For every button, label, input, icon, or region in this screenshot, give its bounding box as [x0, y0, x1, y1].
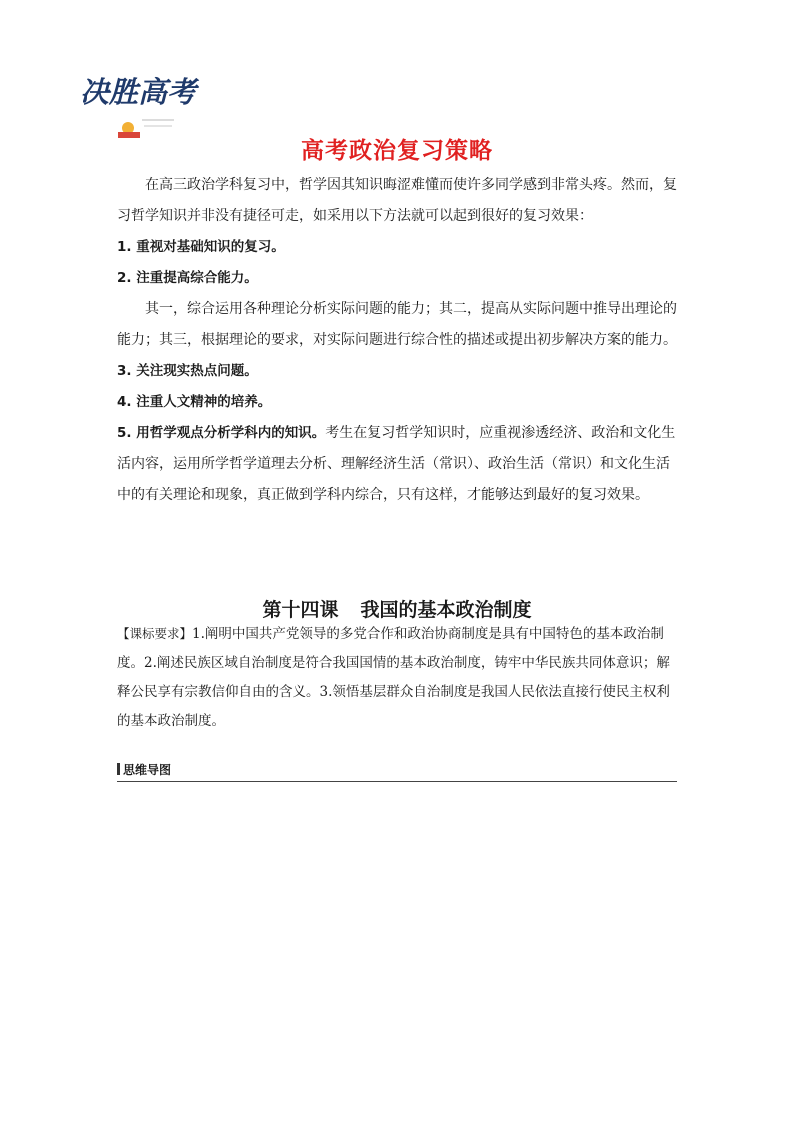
- requirements-tag: 【课标要求】: [117, 626, 193, 641]
- point-2-detail: 其一，综合运用各种理论分析实际问题的能力；其二，提高从实际问题中推导出理论的能力；其三，根据理论的要求，对实际问题进行综合性的描述或提出初步解决方案的能力。: [117, 301, 677, 348]
- article-body: [117, 170, 677, 511]
- mindmap-label: 思维导图: [123, 763, 172, 777]
- point-5-title: 5. 用哲学观点分析学科内的知识。: [117, 425, 326, 441]
- logo-graphic: [78, 62, 208, 142]
- lesson-title: [0, 595, 794, 622]
- point-4: 4. 注重人文精神的培养。: [117, 394, 272, 410]
- point-2: 2. 注重提高综合能力。: [117, 270, 258, 286]
- point-5-detail: 考生在复习哲学知识时，应重视渗透经济、政治和文化生活内容，运用所学哲学道理去分析、理解经济生活（常识）、政治生活（常识）和文化生活中的有关理论和现象，真正做到学科内综合，只有这样，才能够达到最好的复习效果。: [117, 425, 676, 503]
- point-1: 1. 重视对基础知识的复习。: [117, 239, 285, 255]
- article-title: 高考政治复习策略: [301, 138, 493, 164]
- intro-paragraph: 在高三政治学科复习中，哲学因其知识晦涩难懂而使许多同学感到非常头疼。然而，复习哲学知识并非没有捷径可走，如采用以下方法就可以起到很好的复习效果：: [117, 177, 677, 224]
- requirements-text: 1.阐明中国共产党领导的多党合作和政治协商制度是具有中国特色的基本政治制度。2.阐述民族区域自治制度是符合我国国情的基本政治制度，铸牢中华民族共同体意识；解释公民享有宗教信仰自由的含义。3.领悟基层群众自治制度是我国人民依法直接行使民主权利的基本政治制度。: [117, 626, 670, 729]
- lesson-name: 我国的基本政治制度: [360, 599, 532, 621]
- logo: [78, 62, 208, 142]
- section-marker-icon: [117, 763, 120, 775]
- lesson-number: 第十四课: [262, 599, 339, 621]
- mindmap-header: [117, 762, 677, 782]
- point-3: 3. 关注现实热点问题。: [117, 363, 258, 379]
- point-5: [117, 418, 677, 511]
- logo-text: 决胜高考: [80, 75, 197, 109]
- curriculum-requirements: [117, 619, 677, 736]
